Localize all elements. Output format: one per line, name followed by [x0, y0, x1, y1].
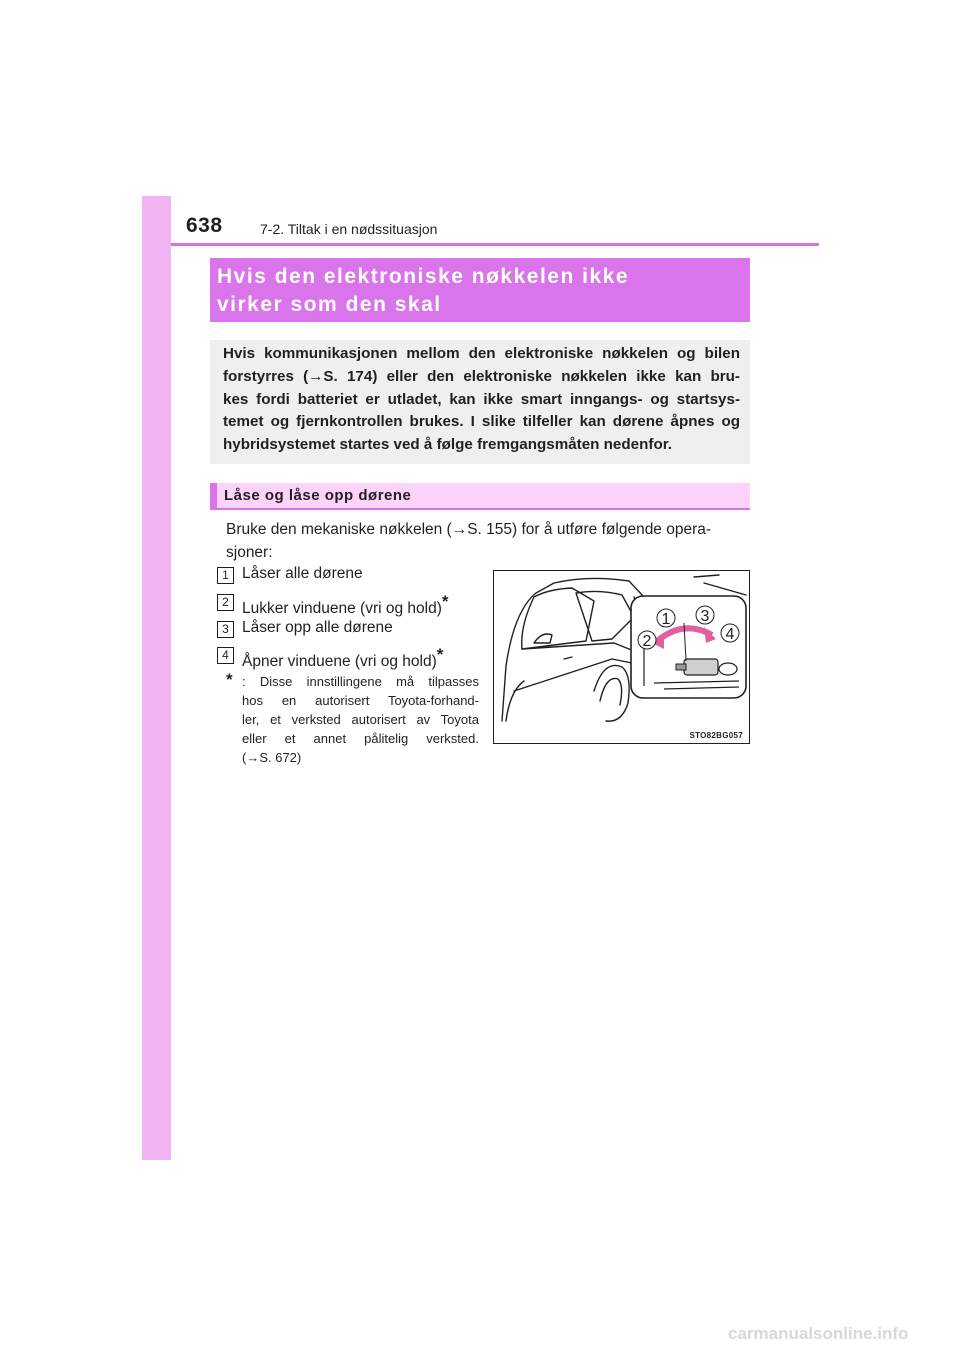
intro-line: temet og fjernkontrollen brukes. I slike tilfeller kan dørene åpnes og: [223, 413, 740, 431]
step-number-badge: 2: [217, 594, 234, 611]
step-text: Lukker vinduene (vri og hold): [242, 600, 442, 617]
step-text: Låser opp alle dørene: [242, 619, 393, 636]
chapter-sidebar-tab: [142, 196, 171, 1160]
subsection-heading: [210, 483, 750, 510]
step-number-badge: 4: [217, 647, 234, 664]
chapter-heading: [210, 258, 750, 322]
body-line-2: sjoner:: [226, 544, 273, 561]
footnote: [226, 672, 479, 767]
callout-label: 2: [642, 633, 652, 650]
footnote-marker: *: [226, 670, 233, 689]
body-paragraph: [226, 518, 750, 564]
header-divider: [171, 243, 819, 246]
intro-line: Hvis kommunikasjonen mellom den elektroniske nøkkelen og bilen: [223, 345, 740, 362]
watermark: carmanualsonline.info: [728, 1324, 909, 1343]
intro-line: forstyrres (→S. 174) eller den elektroniske nøkkelen ikke kan bru-: [223, 367, 740, 385]
intro-box: [210, 340, 750, 464]
footnote-line: eller et annet pålitelig verksted.: [242, 731, 479, 746]
page-number: 638: [186, 214, 223, 237]
step-number-badge: 1: [217, 567, 234, 584]
footnote-line: (→S. 672): [242, 750, 302, 765]
footnote-line: hos en autorisert Toyota-forhand-: [242, 693, 479, 708]
footnote-star-marker: *: [441, 592, 449, 611]
callout-label: 4: [725, 626, 735, 643]
footnote-star-marker: *: [436, 645, 444, 664]
heading-line-2: virker som den skal: [217, 293, 442, 316]
heading-line-1: Hvis den elektroniske nøkkelen ikke: [217, 265, 630, 288]
callout-label: 1: [661, 611, 671, 628]
car-door-key-drawing: [494, 571, 749, 743]
callout-label: 3: [700, 608, 710, 625]
body-line-1: Bruke den mekaniske nøkkelen (→S. 155) for å utføre følgende opera-: [226, 521, 712, 538]
intro-line: kes fordi batteriet er utladet, kan ikke smart inngangs- og startsys-: [223, 390, 740, 408]
section-title: 7-2. Tiltak i en nødssituasjon: [260, 221, 438, 237]
footnote-line: ler, et verksted autorisert av Toyota: [242, 712, 479, 727]
door-lock-illustration: [493, 570, 750, 744]
subsection-title: Låse og låse opp dørene: [224, 487, 412, 504]
figure-code: STO82BG057: [689, 731, 743, 740]
step-text: Låser alle dørene: [242, 565, 363, 582]
intro-line: hybridsystemet startes ved å følge fremgangsmåten nedenfor.: [223, 436, 673, 454]
step-number-badge: 3: [217, 621, 234, 638]
footnote-line: : Disse innstillingene må tilpasses: [242, 674, 479, 689]
step-text: Åpner vinduene (vri og hold): [242, 653, 437, 670]
